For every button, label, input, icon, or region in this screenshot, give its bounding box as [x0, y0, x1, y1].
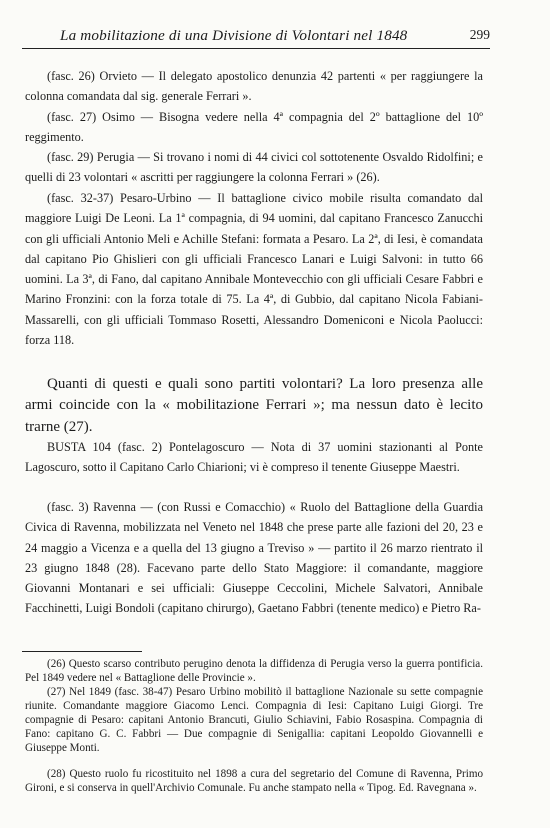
entry-orvieto: (fasc. 26) Orvieto — Il delegato apostolico denunzia 42 partenti « per raggiungere la colonna comandata dal sig. generale Ferrari ». [25, 69, 483, 104]
footnote-27: (27) Nel 1849 (fasc. 38-47) Pesaro Urbino mobilitò il battaglione Nazionale su sette compagnie riunite. Comandante maggiore Giacomo Lenci. Compagnia di Iesi: Capitano Luigi Giorgi. Tre compagnie di Pesaro: capitani Antonio Brancuti, Giulio Schiavini, Fabio Rosaspina. Compagnia di Fano: capitano G. C. Fabbri — Due compagnie di Senigallia: capitani Leopoldo Giovannelli e Giuseppe Monti. [25, 686, 483, 755]
entry-perugia: (fasc. 29) Perugia — Si trovano i nomi di 44 civici col sottotenente Osvaldo Ridolfini; e quelli di 23 volontari « ascritti per raggiungere la colonna Ferrari » (26). [25, 150, 483, 185]
entry-pontelagoscuro: BUSTA 104 (fasc. 2) Pontelagoscuro — Nota di 37 uomini stazionanti al Ponte Lagoscuro, sotto il Capitano Carlo Chiarioni; vi è compreso il tenente Giuseppe Maestri. [25, 440, 483, 475]
page-number: 299 [469, 27, 490, 42]
entry-pesaro-urbino: (fasc. 32-37) Pesaro-Urbino — Il battaglione civico mobile risulta comandato dal maggiore Luigi De Leoni. La 1ª compagnia, di 94 uomini, dal capitano Francesco Zanucchi con gli ufficiali Antonio Meli e Achille Stefani: formata a Pesaro. La 2ª, di Iesi, è comandata dal capitano Pio Ghislieri con gli ufficiali Francesco Lanari e Luigi Salvoni: in tutto 66 uomini. La 3ª, di Fano, dal capitano Annibale Montevecchio con gli ufficiali Cesare Fabbri e Marino Fronzini: con la forza totale di 75. La 4ª, di Gubbio, dal capitano Nicola Fabiani-Massarelli, con gli ufficiali Tommaso Rosetti, Alessandro Domeniconi e Nicola Paolucci: forza 118. [25, 191, 483, 348]
entry-ravenna: (fasc. 3) Ravenna — (con Russi e Comacchio) « Ruolo del Battaglione della Guardia Civica di Ravenna, mobilizzata nel Veneto nel 1848 che prese parte alle fazioni del 20, 23 e 24 maggio a Vicenza e a quella del 13 giugno a Treviso » — partito il 26 marzo rientrato il 23 giugno 1848 (28). Facevano parte dello Stato Maggiore: il comandante, maggiore Giovanni Montanari e sei ufficiali: Giuseppe Ceccolini, Michele Salvatori, Annibale Facchinetti, Luigi Bondoli (capitano chirurgo), Gaetano Fabbri (tenente medico) e Pietro Ra- [25, 500, 483, 616]
header-rule [22, 48, 490, 49]
running-header [60, 27, 490, 47]
footnote-rule [22, 651, 142, 652]
entry-osimo: (fasc. 27) Osimo — Bisogna vedere nella 4ª compagnia del 2º battaglione del 10º reggimento. [25, 110, 483, 145]
running-title: La mobilitazione di una Divisione di Volontari nel 1848 [60, 27, 408, 44]
footnote-28: (28) Questo ruolo fu ricostituito nel 1898 a cura del segretario del Comune di Ravenna, Primo Gironi, e si conserva in quell'Archivio Comunale. Fu anche stampato nella « Tipog. Ed. Ravegnana ». [25, 768, 483, 795]
footnote-26: (26) Questo scarso contributo perugino denota la diffidenza di Perugia verso la guerra pontificia. Pel 1849 vedere nel « Battaglione delle Provincie ». [25, 658, 483, 685]
commentary-paragraph: Quanti di questi e quali sono partiti volontari? La loro presenza alle armi coincide con la « mobilitazione Ferrari »; ma nessun dato è lecito trarne (27). [25, 376, 483, 435]
